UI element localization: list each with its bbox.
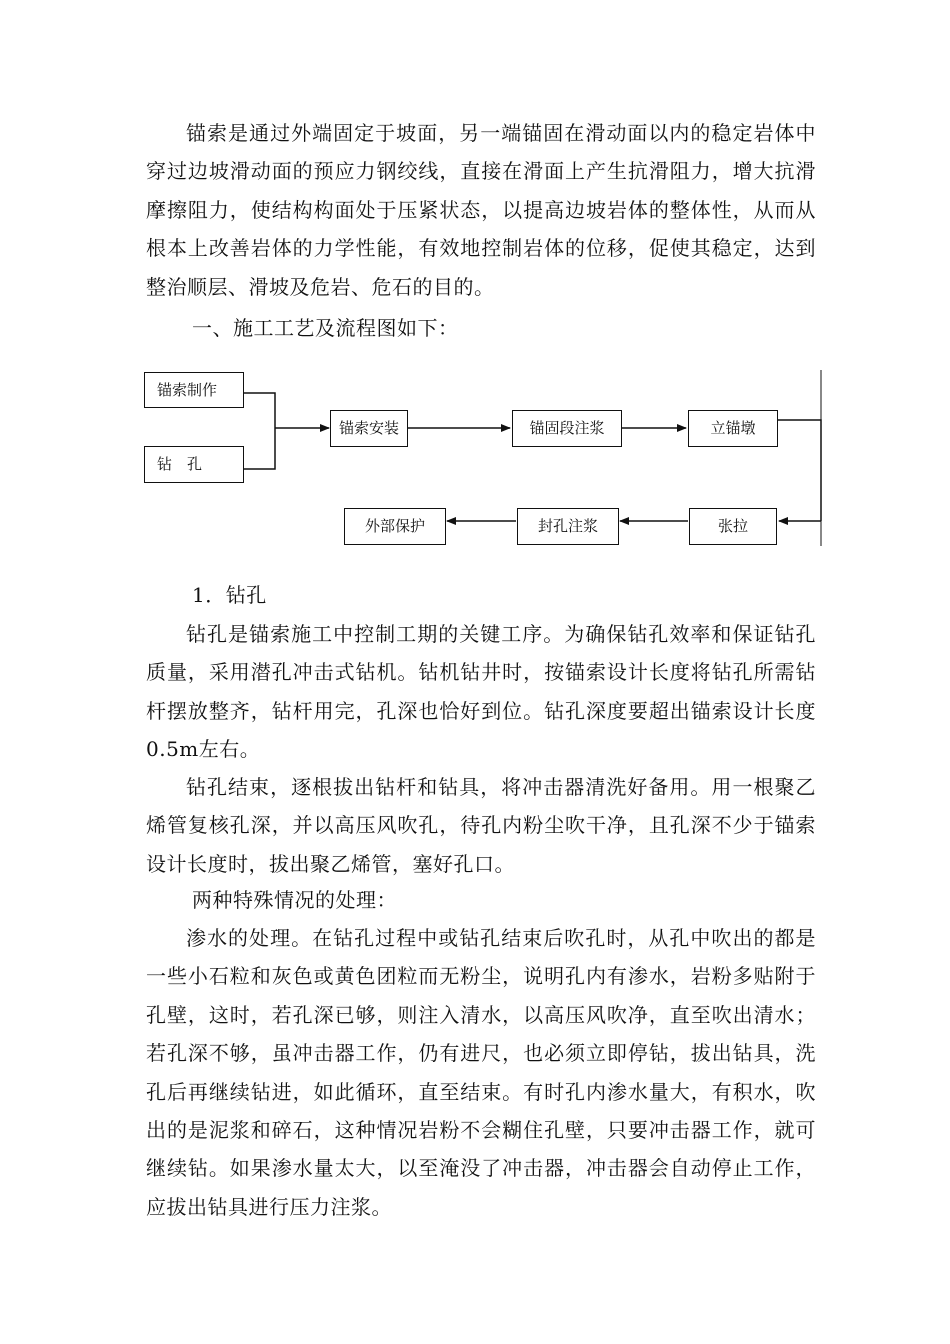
connector-loop [777,420,821,521]
subsection-heading-drilling: 1．钻孔 [192,583,267,607]
intro-paragraph: 锚索是通过外端固定于坡面，另一端锚固在滑动面以内的稳定岩体中穿过边坡滑动面的预应力钢绞线，直接在滑面上产生抗滑阻力，增大抗滑摩擦阻力，使结构构面处于压紧状态，以提高边坡岩体的整体性，从而从根本上改善岩体的力学性能，有效地控制岩体的位移，促使其稳定，达到整治顺层、滑坡及危岩、危石的目的。 [146,121,816,299]
drilling-paragraph-1: 钻孔是锚索施工中控制工期的关键工序。为确保钻孔效率和保证钻孔质量，采用潜孔冲击式钻机。钻机钻井时，按锚索设计长度将钻孔所需钻杆摆放整齐，钻杆用完，孔深也恰好到位。钻孔深度要超出锚索设计长度0.5m左右。 [146,622,816,762]
step-pier: 立锚墩 [688,410,778,447]
step-seal-grout: 封孔注浆 [517,508,619,545]
step-anchor-install: 锚索安装 [330,410,408,447]
step-tension: 张拉 [689,508,777,545]
seepage-paragraph: 渗水的处理。在钻孔过程中或钻孔结束后吹孔时，从孔中吹出的都是一些小石粒和灰色或黄色团粒而无粉尘，说明孔内有渗水，岩粉多贴附于孔壁，这时，若孔深已够，则注入清水，以高压风吹净，直至吹出清水；若孔深不够，虽冲击器工作，仍有进尺，也必须立即停钻，拔出钻具，洗孔后再继续钻进，如此循环，直至结束。有时孔内渗水量大，有积水，吹出的是泥浆和碎石，这种情况岩粉不会糊住孔壁，只要冲击器工作，就可继续钻。如果渗水量太大，以至淹没了冲击器，冲击器会自动停止工作，应拔出钻具进行压力注浆。 [146,926,816,1219]
connector-merge [244,393,275,469]
special-cases-heading: 两种特殊情况的处理： [192,888,397,912]
drilling-paragraph-2: 钻孔结束，逐根拔出钻杆和钻具，将冲击器清洗好备用。用一根聚乙烯管复核孔深，并以高压风吹孔，待孔内粉尘吹干净，且孔深不少于锚索设计长度时，拔出聚乙烯管，塞好孔口。 [146,775,816,876]
step-external-protect: 外部保护 [344,508,446,545]
step-anchor-grout: 锚固段注浆 [512,410,622,447]
step-drill: 钻 孔 [144,446,244,483]
step-anchor-make: 锚索制作 [144,372,244,408]
section-heading: 一、施工工艺及流程图如下： [192,316,459,340]
